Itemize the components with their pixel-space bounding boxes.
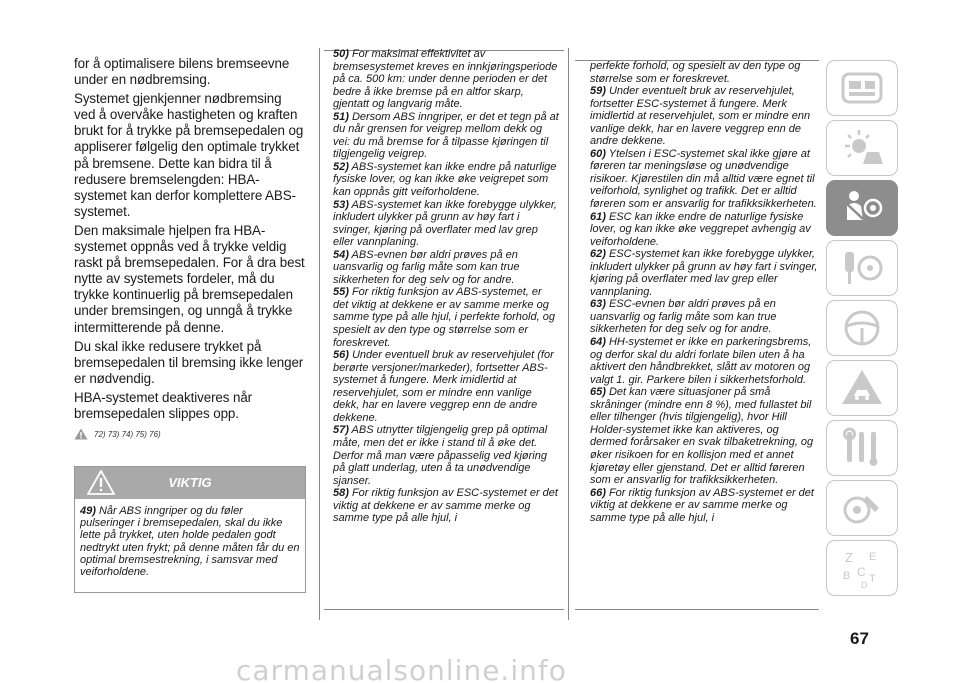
important-note — [75, 499, 305, 578]
note-item — [333, 48, 559, 111]
main-text-column — [74, 56, 306, 440]
index-letter: E — [869, 551, 877, 563]
warning-references — [74, 428, 306, 440]
note-text: perfekte forhold, og spesielt av den type og størrelse som er foreskrevet. — [590, 60, 801, 85]
note-item — [590, 60, 818, 85]
warning-triangle-icon — [74, 428, 88, 440]
note-number: 57) — [333, 424, 349, 437]
note-item — [333, 249, 559, 287]
steering-wheel-icon — [837, 306, 887, 350]
note-text: Under eventuelt bruk av reservehjulet, fortsetter ESC-systemet å fungere. Merk imidlertid at reservehjulet, som er mindre enn vanlige dekk, har en lavere veggrep enn de andre dekkene. — [590, 85, 811, 148]
car-wrench-icon — [837, 486, 887, 530]
key-ignition-icon — [837, 246, 887, 290]
note-number: 56) — [333, 349, 349, 362]
column-divider — [319, 48, 320, 620]
note-number: 59) — [590, 85, 606, 98]
note-number: 49) — [80, 505, 96, 517]
body-paragraph: Den maksimale hjelpen fra HBA-systemet oppnås ved å trykke veldig raskt på bremsepedalen. For å dra best nytte av systemets fordeler, må du trykke kontinuerlig på bremsepedalen under bremsingen, og unngå å trykke intermitterende på denne. — [74, 222, 305, 335]
column-bottom-rule — [575, 609, 819, 610]
index-letter: B — [843, 570, 851, 582]
index-letter: D — [861, 580, 868, 590]
note-number: 58) — [333, 487, 349, 500]
car-dashboard-icon — [837, 66, 887, 110]
chapter-tab-technical[interactable] — [826, 480, 898, 536]
note-item — [590, 386, 818, 486]
chapter-tab-maintenance[interactable] — [826, 420, 898, 476]
chapter-tab-safety[interactable] — [826, 180, 898, 236]
note-text: Dersom ABS inngriper, er det et tegn på at du når grensen for veigrep mellom dekk og vei: du må bremse for å tilpasse kjøringen til tilgjengelig veigrep. — [333, 110, 559, 161]
index-letter: C — [857, 565, 866, 579]
note-number: 55) — [333, 286, 349, 299]
index-letter: T — [869, 573, 876, 585]
chapter-tab-starting[interactable] — [826, 240, 898, 296]
note-text: ABS utnytter tilgjengelig grep på optimal måte, men det er ikke i stand til å øke det. Derfor må man være påpasselig ved kjøring på glatt underlag, uten å ta unødvendige sjanser. — [333, 424, 548, 487]
chapter-tab-index[interactable] — [826, 540, 898, 596]
note-number: 53) — [333, 198, 349, 211]
note-item — [333, 487, 559, 525]
note-text: ABS-systemet kan ikke endre på naturlige fysiske lover, og kan ikke øke veigrepet som kan oppnås gitt veiforholdene. — [333, 160, 557, 199]
column-bottom-rule — [324, 609, 564, 610]
note-item — [590, 85, 818, 148]
note-text: For maksimal effektivitet av bremsesystemet kreves en innkjøringsperiode på ca. 500 km: under denne perioden er det bedre å ikke bremse på en altfor skarp, gjentatt og langvarig måte. — [333, 48, 558, 111]
body-paragraph: Systemet gjenkjenner nødbremsing ved å overvåke hastigheten og kraften brukt for å trykke på bremsepedalen og appliserer følgelig den optimale trykket på bremsene. Dette kan bidra til å redusere bremselengden: HBA-systemet kan derfor komplettere ABS-systemet. — [74, 91, 304, 219]
note-text: For riktig funksjon av ABS-systemet er det viktig at dekkene er av samme merke og samme type på alle hjul, i — [590, 486, 814, 524]
note-item — [590, 336, 818, 386]
chapter-sidebar — [826, 60, 898, 600]
watermark: carmanualsonline.info — [236, 654, 567, 683]
note-item — [590, 211, 818, 249]
note-text: ABS-evnen bør aldri prøves på en uansvarlig og farlig måte som kan true sikkerheten for deg selv og for andre. — [333, 248, 520, 286]
note-number: 66) — [590, 486, 606, 499]
body-paragraph: for å optimalisere bilens bremseevne under en nødbremsing. — [74, 56, 290, 88]
note-number: 63) — [590, 298, 606, 311]
note-text: For riktig funksjon av ESC-systemet er det viktig at dekkene er av samme merke og samme type på alle hjul, i — [333, 487, 558, 525]
important-box-header — [75, 467, 305, 499]
note-item — [333, 424, 559, 487]
note-text: ESC-evnen bør aldri prøves på en uansvarlig og farlig måte som kan true sikkerheten for deg selv og for andre. — [590, 298, 777, 336]
note-number: 62) — [590, 248, 606, 261]
page-number: 67 — [850, 629, 869, 648]
note-number: 50) — [333, 48, 349, 60]
note-text: ESC kan ikke endre de naturlige fysiske lover, og kan ikke øke veggrepet avhengig av veiforholdene. — [590, 210, 811, 248]
note-text: ESC-systemet kan ikke forebygge ulykker, inkludert ulykker på grunn av høy fart i svinger, kjøring på overflater med lav grep eller vannplaning. — [590, 248, 818, 298]
chapter-tab-lights[interactable] — [826, 120, 898, 176]
chapter-tab-driving[interactable] — [826, 300, 898, 356]
lights-icon — [837, 126, 887, 170]
body-paragraph: Du skal ikke redusere trykket på bremsepedalen til bremsing ikke lenger er nødvendig. — [74, 338, 304, 386]
note-text: Når ABS inngriper og du føler pulseringer i bremsepedalen, skal du ikke lette på trykket, uten holde pedalen godt nedtrykt uten frykt; på denne måten får du en optimal bremsestrekning, i samsvar med veiforholdene. — [80, 505, 300, 579]
note-text: HH-systemet er ikke en parkeringsbrems, og derfor skal du aldri forlate bilen uten å ha aktivert den håndbrekket, slått av motoren og valgt 1. gir. Parkere bilen i sikkerhetsforhold. — [590, 336, 812, 386]
reference-numbers: 72) 73) 74) 75) 76) — [94, 429, 161, 439]
chapter-tab-emergency[interactable] — [826, 360, 898, 416]
important-box — [74, 466, 306, 593]
chapter-tab-dashboard[interactable] — [826, 60, 898, 116]
note-number: 52) — [333, 160, 349, 173]
note-text: For riktig funksjon av ABS-systemet, er det viktig at dekkene er av samme merke og samme type på alle hjul, i perfekte forhold, og spesielt av den type og størrelse som er foreskrevet. — [333, 286, 555, 349]
column-divider — [568, 48, 569, 620]
note-number: 65) — [590, 386, 606, 399]
note-item — [590, 298, 818, 336]
seatbelt-airbag-icon — [837, 186, 887, 230]
note-number: 60) — [590, 147, 606, 160]
note-number: 51) — [333, 110, 349, 123]
note-item — [590, 148, 818, 211]
alphabet-index-icon — [837, 546, 887, 590]
note-number: 54) — [333, 248, 349, 261]
body-paragraph: HBA-systemet deaktiveres når bremsepedalen slippes opp. — [74, 389, 253, 421]
note-item — [333, 286, 559, 349]
note-text: Ytelsen i ESC-systemet skal ikke gjøre at føreren tar meningsløse og unødvendige risikoer. Kjørestilen din må alltid være egnet til veiforhold, synlighet og trafikk. Det er alltid føreren som er ansvarlig for trafikksikkerheten. — [590, 147, 817, 211]
note-item — [333, 349, 559, 424]
important-box-title: VIKTIG — [168, 475, 212, 490]
warning-car-icon — [837, 366, 887, 410]
note-item — [333, 111, 559, 161]
note-item — [590, 248, 818, 298]
note-item — [590, 487, 818, 525]
note-text: ABS-systemet kan ikke forebygge ulykker, inkludert ulykker på grunn av høy fart i svinger, kjøring på overflater med lav grep eller vannplaning. — [333, 198, 557, 249]
notes-column — [333, 48, 559, 525]
index-letter: Z — [845, 550, 853, 565]
note-number: 61) — [590, 210, 606, 223]
note-item — [333, 161, 559, 199]
note-number: 64) — [590, 336, 606, 349]
tools-icon — [837, 426, 887, 470]
note-item — [333, 199, 559, 249]
note-text: Under eventuell bruk av reservehjulet (for berørte versjoner/markeder), fortsetter ABS-systemet å fungere. Merk imidlertid at reservehjulet, som er mindre enn vanlige dekk, har en lavere veggrep enn de andre dekkene. — [333, 349, 554, 424]
note-text: Det kan være situasjoner på små skråninger (mindre enn 8 %), med fullastet bil eller tilhenger (hvis tilgjengelig), hvor Hill Holder-systemet ikke kan aktiveres, og dermed forårsaker en svak tilbaketrekning, og øker risikoen for en kollisjon med et annet kjøretøy eller gjenstand. Det er alltid føreren som er ansvarlig for trafikksikkerheten. — [590, 386, 814, 487]
notes-column — [590, 60, 818, 524]
